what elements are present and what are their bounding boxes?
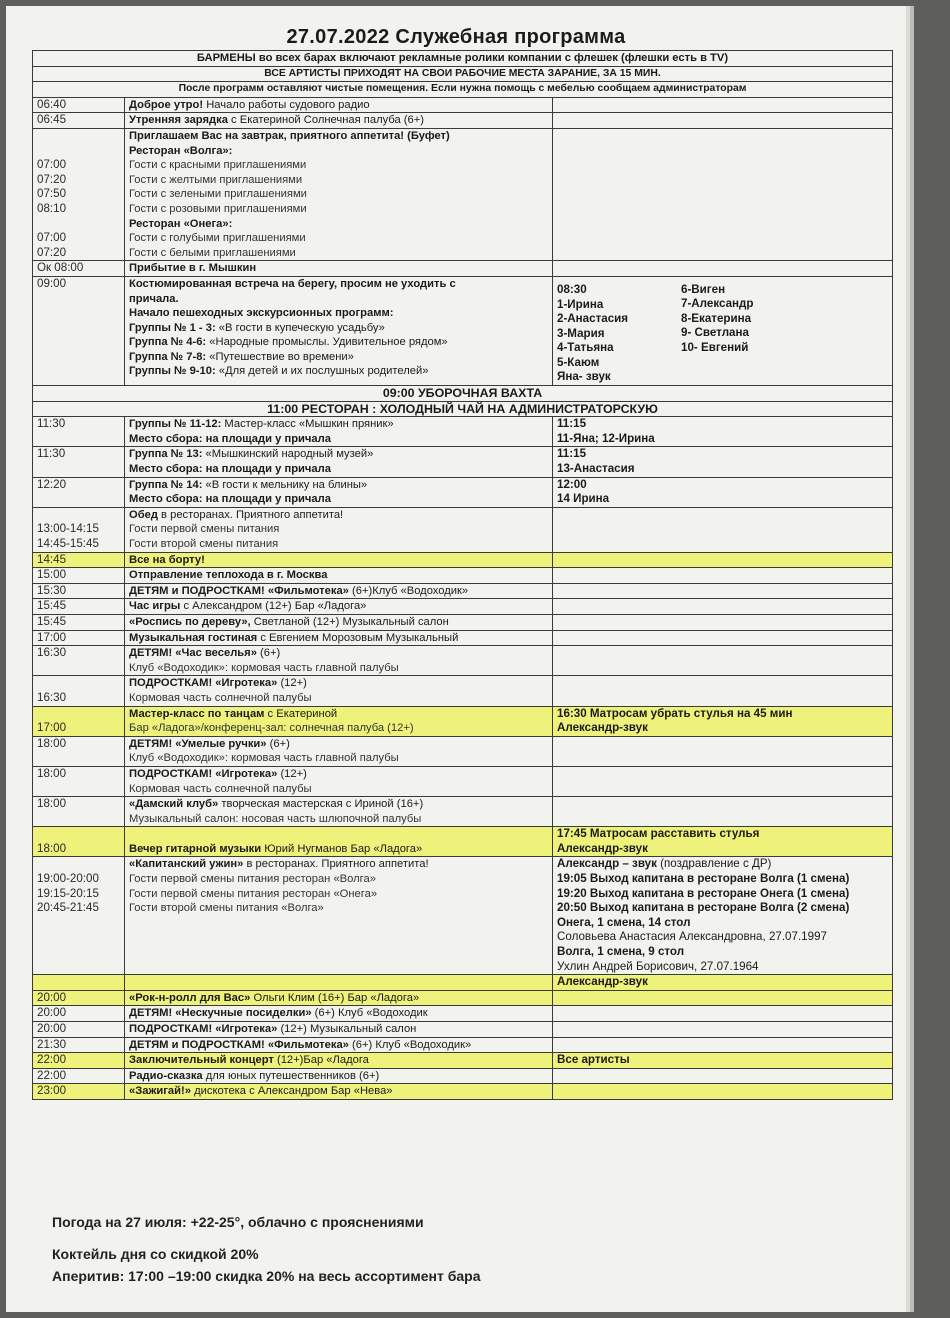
table-row: 15:45 Час игры с Александром (12+) Бар «Ладога» <box>33 599 893 615</box>
table-row: Александр-звук <box>33 975 893 991</box>
breakfast-block: Приглашаем Вас на завтрак, приятного аппетита! (Буфет) Ресторан «Волга»: Гости с красными приглашениями Гости с желтыми приглашениями Гости с зелеными приглашениями Гости с розовыми приглашениями Ресторан «Онега»: Гости с голубыми приглашениями Гости с белыми приглашениями <box>125 128 553 260</box>
table-row: 06:40 Доброе утро! Начало работы судового радио <box>33 97 893 113</box>
table-row: 16:30 ДЕТЯМ! «Час веселья» (6+) Клуб «Водоходик»: кормовая часть главной палубы <box>33 646 893 676</box>
table-row: 19:00-20:00 19:15-20:15 20:45-21:45 «Капитанский ужин» в ресторанах. Приятного аппетита! Гости первой смены питания ресторан «Волга» Гости первой смены питания ресторан «Онега» Гости второй смены питания «Волга» Александр – звук (поздравление с ДР) 19:05 Выход капитана в ресторане Волга (1 смена) 19:20 Выход капитана в ресторане Онега (1 смена) 20:50 Выход капитана в ресторане Волга (2 смена) Онега, 1 смена, 14 стол Соловьева Анастасия Александровна, 27.07.1997 Волга, 1 смена, 9 стол Ухлин Андрей Борисович, 27.07.1964 <box>33 857 893 975</box>
table-row: 22:00 Заключительный концерт (12+)Бар «Ладога Все артисты <box>33 1053 893 1069</box>
captain-dinner: «Капитанский ужин» в ресторанах. Приятного аппетита! Гости первой смены питания ресторан «Волга» Гости первой смены питания ресторан «Онега» Гости второй смены питания «Волга» <box>125 857 553 975</box>
table-row: 17:00 Мастер-класс по танцам с Екатериной Бар «Ладога»/конференц-зал: солнечная палуба (12+) 16:30 Матросам убрать стулья на 45 мин Александр-звук <box>33 706 893 736</box>
table-row: 17:00 Музыкальная гостиная с Евгением Морозовым Музыкальный <box>33 630 893 646</box>
table-row: Ок 08:00 Прибытие в г. Мышкин <box>33 261 893 277</box>
aperitif-note: Аперитив: 17:00 –19:00 скидка 20% на весь ассортимент бара <box>52 1268 481 1284</box>
table-row: 13:00-14:15 14:45-15:45 Обед в ресторанах. Приятного аппетита! Гости первой смены питания Гости второй смены питания <box>33 507 893 552</box>
header-row-3: После программ оставляют чистые помещения. Если нужна помощь с мебелью сообщаем администраторам <box>33 82 893 98</box>
table-row: 18:00 ПОДРОСТКАМ! «Игротека» (12+) Кормовая часть солнечной палубы <box>33 766 893 796</box>
table-row: 15:30 ДЕТЯМ и ПОДРОСТКАМ! «Фильмотека» (6+)Клуб «Водоходик» <box>33 583 893 599</box>
schedule-table <box>32 50 893 1100</box>
captain-notes: Александр – звук (поздравление с ДР) 19:05 Выход капитана в ресторане Волга (1 смена) 19:20 Выход капитана в ресторане Онега (1 смена) 20:50 Выход капитана в ресторане Волга (2 смена) Онега, 1 смена, 14 стол Соловьева Анастасия Александровна, 27.07.1997 Волга, 1 смена, 9 стол Ухлин Андрей Борисович, 27.07.1964 <box>553 857 893 975</box>
table-row: 15:00 Отправление теплохода в г. Москва <box>33 568 893 584</box>
table-row <box>33 128 893 260</box>
guide-assignments: 08:30 1-Ирина 2-Анастасия 3-Мария 4-Татьяна 5-Каюм Яна- звук 6-Виген 7-Александр 8-Екатерина 9- Светлана 10- Евгений <box>553 276 893 385</box>
table-row: 14:45 Все на борту! <box>33 552 893 568</box>
page-title: 27.07.2022 Служебная программа <box>286 26 626 48</box>
table-row: 12:20 Группа № 14: «В гости к мельнику на блины» Место сбора: на площади у причала 12:00 14 Ирина <box>33 477 893 507</box>
weather-note: Погода на 27 июля: +22-25°, облачно с прояснениями <box>52 1214 424 1230</box>
cocktail-note: Коктейль дня со скидкой 20% <box>52 1246 259 1262</box>
table-row: 23:00 «Зажигай!» дискотека с Александром Бар «Нева» <box>33 1084 893 1100</box>
table-row: 20:00 «Рок-н-ролл для Вас» Ольги Клим (16+) Бар «Ладога» <box>33 990 893 1006</box>
separator-row: 11:00 РЕСТОРАН : ХОЛОДНЫЙ ЧАЙ НА АДМИНИСТРАТОРСКУЮ <box>33 401 893 417</box>
excursion-block: Костюмированная встреча на берегу, просим не уходить с причала. Начало пешеходных экскурсионных программ: Группы № 1 - 3: «В гости в купеческую усадьбу» Группа № 4-6: «Народные промыслы. Удивительное рядом» Группа № 7-8: «Путешествие во времени» Группы № 9-10: «Для детей и их послушных родителей» <box>125 276 553 385</box>
header-row-2: ВСЕ АРТИСТЫ ПРИХОДЯТ НА СВОИ РАБОЧИЕ МЕСТА ЗАРАНИЕ, ЗА 15 МИН. <box>33 66 893 82</box>
table-row: 15:45 «Роспись по дереву», Светланой (12+) Музыкальный салон <box>33 614 893 630</box>
table-row: 22:00 Радио-сказка для юных путешественников (6+) <box>33 1068 893 1084</box>
table-row: 18:00 ДЕТЯМ! «Умелые ручки» (6+) Клуб «Водоходик»: кормовая часть главной палубы <box>33 736 893 766</box>
schedule-sheet <box>6 6 906 1312</box>
table-row: 18:00 Вечер гитарной музыки Юрий Нугманов Бар «Ладога» 17:45 Матросам расставить стулья Александр-звук <box>33 827 893 857</box>
table-row: 09:00 Костюмированная встреча на берегу, просим не уходить с причала. Начало пешеходных экскурсионных программ: Группы № 1 - 3: «В гости в купеческую усадьбу» Группа № 4-6: «Народные промыслы. Удивительное рядом» Группа № 7-8: «Путешествие во времени» Группы № 9-10: «Для детей и их послушных родителей» 08:30 1-Ирина 2-Анастасия 3-Мария 4-Татьяна 5-Каюм Яна- звук 6-Виген 7-Александр 8-Екатерина 9- Светлана 10- Евгений <box>33 276 893 385</box>
table-row: 20:00 ДЕТЯМ! «Нескучные посиделки» (6+) Клуб «Водоходик <box>33 1006 893 1022</box>
table-row: 21:30 ДЕТЯМ и ПОДРОСТКАМ! «Фильмотека» (6+) Клуб «Водоходик» <box>33 1037 893 1053</box>
separator-row: 09:00 УБОРОЧНАЯ ВАХТА <box>33 386 893 402</box>
table-row: 20:00 ПОДРОСТКАМ! «Игротека» (12+) Музыкальный салон <box>33 1022 893 1038</box>
table-row: 11:30 Группы № 11-12: Мастер-класс «Мышкин пряник» Место сбора: на площади у причала 11:15 11-Яна; 12-Ирина <box>33 417 893 447</box>
table-row: 06:45 Утренняя зарядка с Екатериной Солнечная палуба (6+) <box>33 113 893 129</box>
table-row: 11:30 Группа № 13: «Мышкинский народный музей» Место сбора: на площади у причала 11:15 13-Анастасия <box>33 447 893 477</box>
table-row: 16:30 ПОДРОСТКАМ! «Игротека» (12+) Кормовая часть солнечной палубы <box>33 676 893 706</box>
breakfast-times: 07:00 07:20 07:50 08:10 07:00 07:20 <box>33 128 125 260</box>
table-row: 18:00 «Дамский клуб» творческая мастерская с Ириной (16+) Музыкальный салон: носовая часть шлюпочной палубы <box>33 797 893 827</box>
header-row-1: БАРМЕНЫ во всех барах включают рекламные ролики компании с флешек (флешки есть в TV) <box>33 51 893 67</box>
